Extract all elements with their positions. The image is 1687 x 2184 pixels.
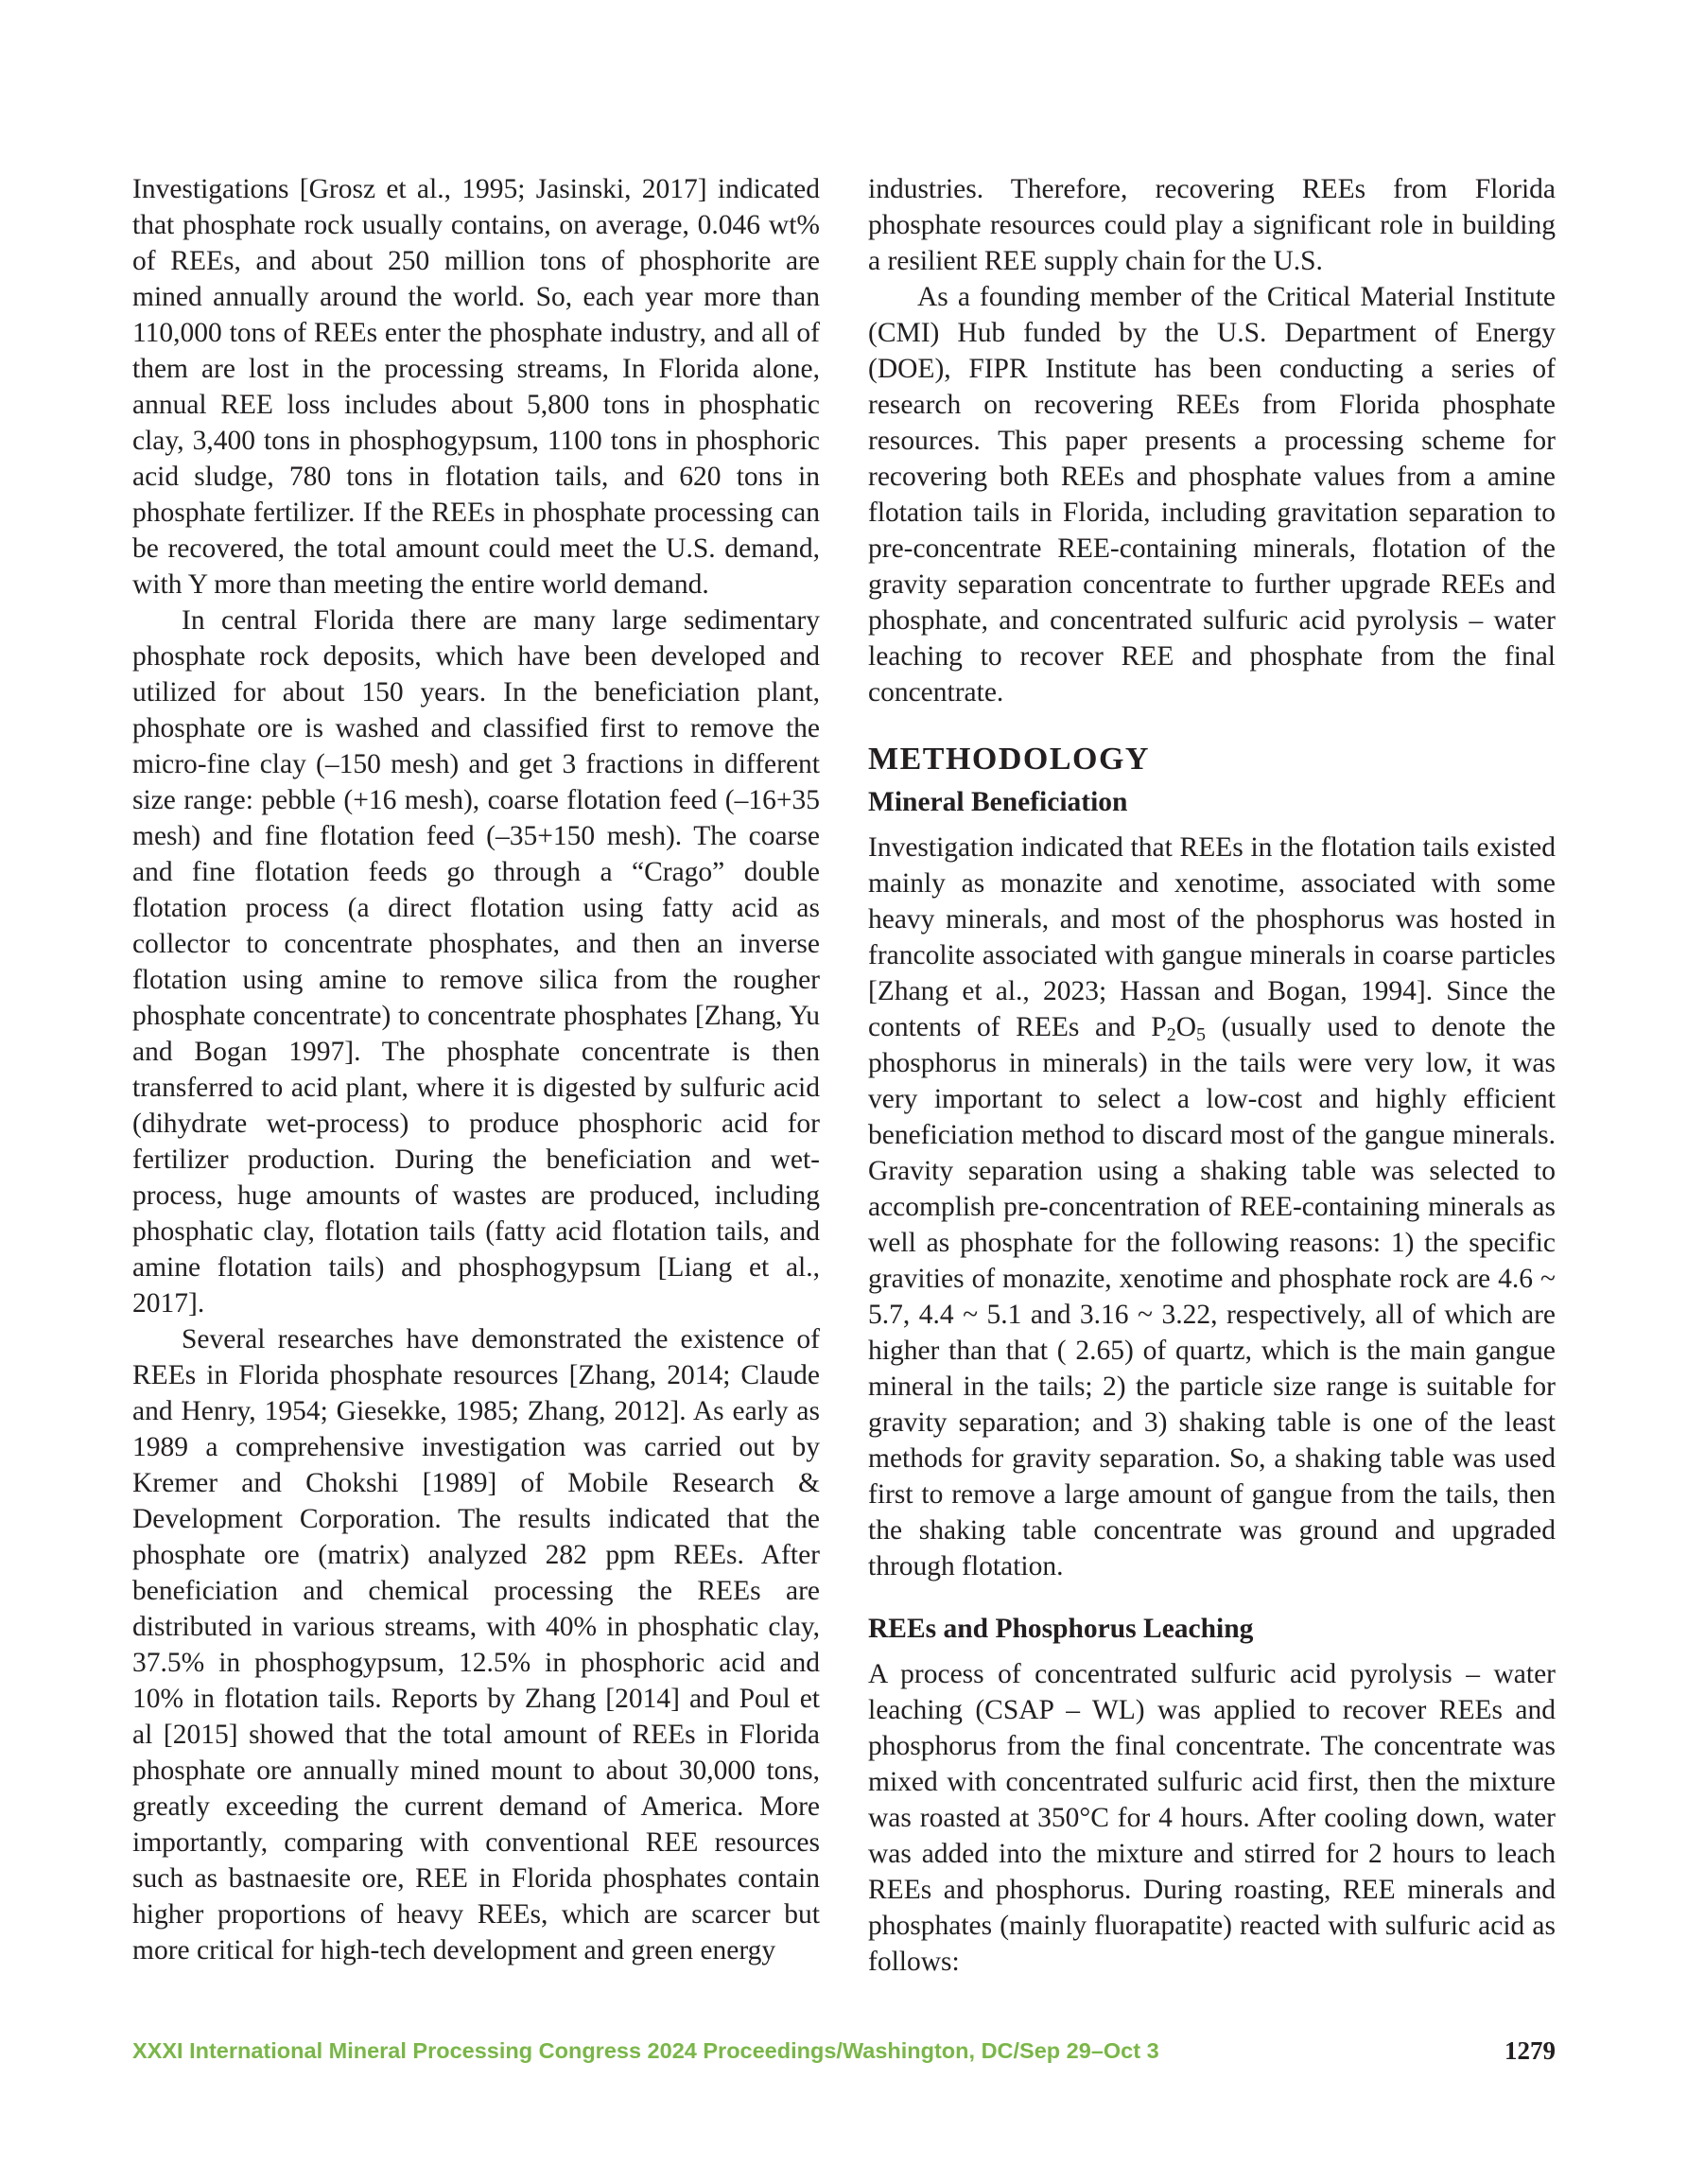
page-number: 1279 — [1504, 2036, 1556, 2065]
paragraph-previous-research: Several researches have demonstrated the existence of REEs in Florida phosphate resources [Zhang, 2014; Claude and Henry, 1954; Giesekke, 1985; Zhang, 2012]. As early as 1989 a comprehensive investigation was carried out by Kremer and Chokshi [1989] of Mobile Research & Development Corporation. The results indicated that the phosphate ore (matrix) analyzed 282 ppm REEs. After beneficiation and chemical processing the REEs are distributed in various streams, with 40% in phosphatic clay, 37.5% in phosphogypsum, 12.5% in phosphoric acid and 10% in flotation tails. Reports by Zhang [2014] and Poul et al [2015] showed that the total amount of REEs in Florida phosphate ore annually mined mount to about 30,000 tons, greatly exceeding the current demand of America. More importantly, comparing with conventional REE resources such as bastnaesite ore, REE in Florida phosphates contain higher proportions of heavy REEs, which are scarcer but more critical for high-tech development and green energy — [132, 1324, 820, 1966]
left-column — [132, 171, 820, 1968]
paragraph-cmi-hub: As a founding member of the Critical Material Institute (CMI) Hub funded by the U.S. Department of Energy (DOE), FIPR Institute has been conducting a series of research on recovering REEs from Florida phosphate resources. This paper presents a processing scheme for recovering both REEs and phosphate values from a amine flotation tails in Florida, including gravitation separation to pre-concentrate REE-containing minerals, flotation of the gravity separation concentrate to further upgrade REEs and phosphate, and concentrated sulfuric acid pyrolysis – water leaching to recover REE and phosphate from the final concentrate. — [868, 282, 1556, 708]
paragraph-ree-in-phosphate: Investigations [Grosz et al., 1995; Jasinski, 2017] indicated that phosphate rock usually contains, on average, 0.046 wt% of REEs, and about 250 million tons of phosphorite are mined annually around the world. So, each year more than 110,000 tons of REEs enter the phosphate industry, and all of them are lost in the processing streams, In Florida alone, annual REE loss includes about 5,800 tons in phosphatic clay, 3,400 tons in phosphogypsum, 1100 tons in phosphoric acid sludge, 780 tons in flotation tails, and 620 tons in phosphate fertilizer. If the REEs in phosphate processing can be recovered, the total amount could meet the U.S. demand, with Y more than meeting the entire world demand. — [132, 174, 820, 600]
subsection-heading-leaching: REEs and Phosphorus Leaching — [868, 1614, 1254, 1644]
paragraph-florida-deposits: In central Florida there are many large sedimentary phosphate rock deposits, which have been developed and utilized for about 150 years. In the beneficiation plant, phosphate ore is washed and classified first to remove the micro-fine clay (–150 mesh) and get 3 fractions in different size range: pebble (+16 mesh), coarse flotation feed (–16+35 mesh) and fine flotation feed (–35+150 mesh). The coarse and fine flotation feeds go through a “Crago” double flotation process (a direct flotation using fatty acid as collector to concentrate phosphates, and then an inverse flotation using amine to remove silica from the rougher phosphate concentrate) to concentrate phosphates [Zhang, Yu and Bogan 1997]. The phosphate concentrate is then transferred to acid plant, where it is digested by sulfuric acid (dihydrate wet-process) to produce phosphoric acid for fertilizer production. During the beneficiation and wet-process, huge amounts of wastes are produced, including phosphatic clay, flotation tails (fatty acid flotation tails, and amine flotation tails) and phosphogypsum [Liang et al., 2017]. — [132, 605, 820, 1319]
paragraph-supply-chain: industries. Therefore, recovering REEs from Florida phosphate resources could play a significant role in building a resilient REE supply chain for the U.S. — [868, 174, 1556, 276]
subsection-heading-mineral-beneficiation: Mineral Beneficiation — [868, 787, 1128, 817]
footer-conference-title: XXXI International Mineral Processing Congress 2024 Proceedings/Washington, DC/Sep 29–Oct 3 — [132, 2038, 1159, 2063]
p2o5-formula: $P_2O_5$ — [1151, 1012, 1207, 1045]
page-footer — [132, 2038, 1556, 2072]
section-heading-methodology: METHODOLOGY — [868, 742, 1150, 777]
beneficiation-text-end: (usually used to denote the phosphorus in minerals) in the tails were very low, it was very important to select a low-cost and highly efficient beneficiation method to discard most of the gangue minerals. Gravity separation using a shaking table was selected to accomplish pre-concentration of REE-containing minerals as well as phosphate for the following reasons: 1) the specific gravities of monazite, xenotime and phosphate rock are 4.6 ~ 5.7, 4.4 ~ 5.1 and 3.16 ~ 3.22, respectively, all of which are higher than that ( 2.65) of quartz, which is the main gangue mineral in the tails; 2) the particle size range is suitable for gravity separation; and 3) shaking table is one of the least methods for gravity separation. So, a shaking table was used first to remove a large amount of gangue from the tails, then the shaking table concentrate was ground and upgraded through flotation. — [868, 1012, 1556, 1581]
beneficiation-text-start: Investigation indicated that REEs in the flotation tails existed mainly as monazite and xenotime, associated with some heavy minerals, and most of the phosphorus was hosted in francolite associated with gangue minerals in coarse particles [Zhang et al., 2023; Hassan and Bogan, 1994]. Since the contents of REEs and — [868, 832, 1556, 1042]
paragraph-leaching: A process of concentrated sulfuric acid pyrolysis – water leaching (CSAP – WL) was applied to recover REEs and phosphorus from the final concentrate. The concentrate was mixed with concentrated sulfuric acid first, then the mixture was roasted at 350°C for 4 hours. After cooling down, water was added into the mixture and stirred for 2 hours to leach REEs and phosphorus. During roasting, REE minerals and phosphates (mainly fluorapatite) reacted with sulfuric acid as follows: — [868, 1659, 1556, 1977]
paragraph-mineral-beneficiation — [868, 830, 1556, 1584]
right-column — [868, 171, 1556, 1980]
